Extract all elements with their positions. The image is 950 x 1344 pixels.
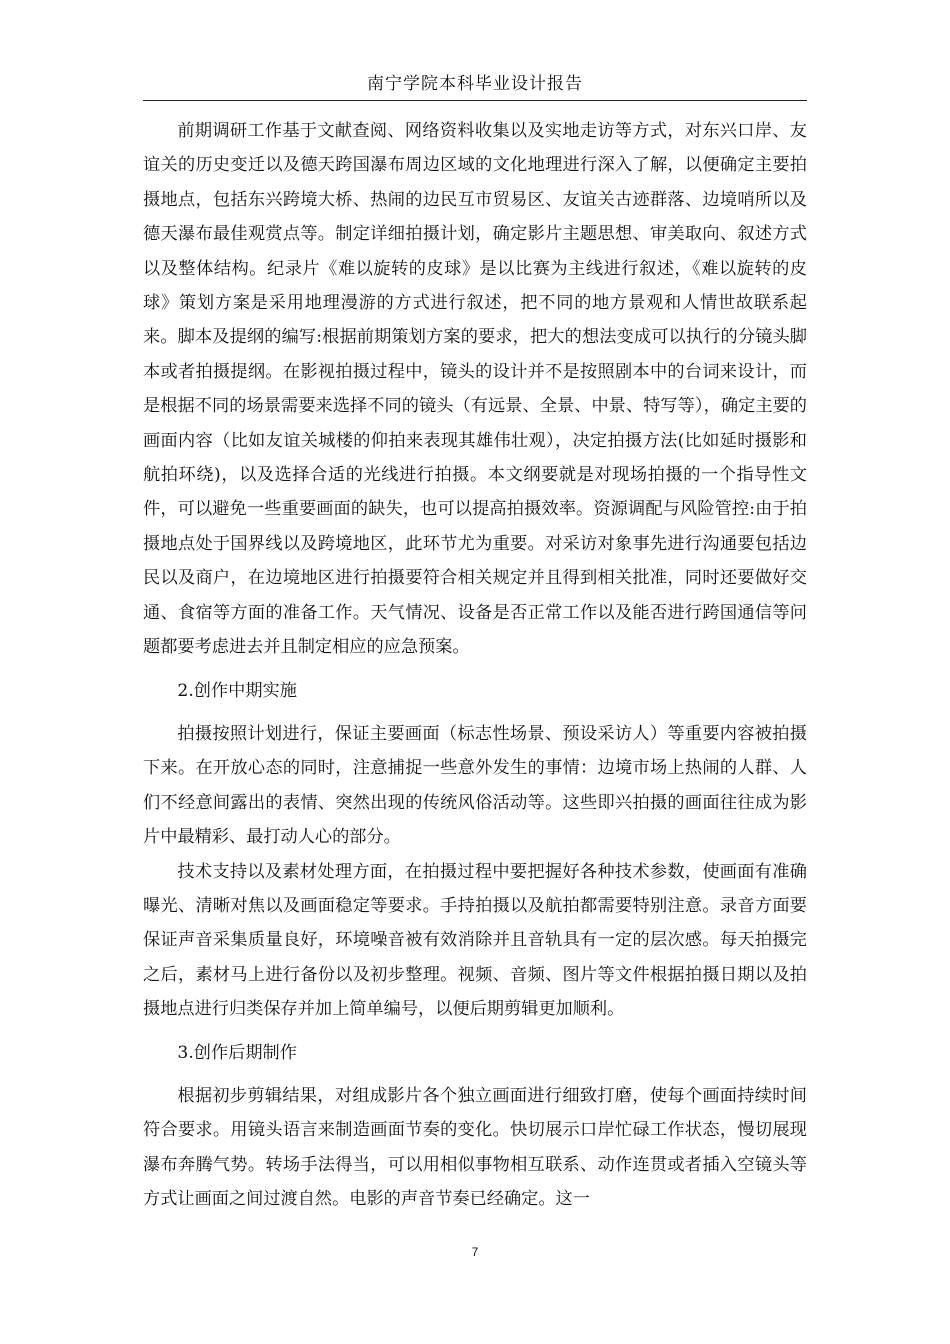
paragraph-technical-support: 技术支持以及素材处理方面，在拍摄过程中要把握好各种技术参数，使画面有准确曝光、清晰对焦以及画面稳定等要求。手持拍摄以及航拍都需要特别注意。录音方面要保证声音采集质量良好，环境噪音被有效消除并且音轨具有一定的层次感。每天拍摄完之后，素材马上进行备份以及初步整理。视频、音频、图片等文件根据拍摄日期以及拍摄地点进行归类保存并加上简单编号，以便后期剪辑更加顺利。 [143,861,807,1020]
section-heading-mid-stage: 2.创作中期实施 [177,680,297,701]
body-text [143,114,807,1217]
paragraph-editing: 根据初步剪辑结果，对组成影片各个独立画面进行细致打磨，使每个画面持续时间符合要求。用镜头语言来制造画面节奏的变化。快切展示口岸忙碌工作状态，慢切展现瀑布奔腾气势。转场手法得当，可以用相似事物相互联系、动作连贯或者插入空镜头等方式让画面之间过渡自然。电影的声音节奏已经确定。这一 [143,1085,807,1210]
section-heading-post-production: 3.创作后期制作 [177,1042,297,1063]
running-header: 南宁学院本科毕业设计报告 [367,74,583,94]
page-number: 7 [471,1245,479,1259]
paragraph-shooting: 拍摄按照计划进行，保证主要画面（标志性场景、预设采访人）等重要内容被拍摄下来。在开放心态的同时，注意捕捉一些意外发生的事情：边境市场上热闹的人群、人们不经意间露出的表情、突然出现的传统风俗活动等。这些即兴拍摄的画面往往成为影片中最精彩、最打动人心的部分。 [143,723,807,848]
header-rule [143,100,807,101]
paragraph-preparation: 前期调研工作基于文献查阅、网络资料收集以及实地走访等方式，对东兴口岸、友谊关的历史变迁以及德天跨国瀑布周边区域的文化地理进行深入了解，以便确定主要拍摄地点，包括东兴跨境大桥、热闹的边民互市贸易区、友谊关古迹群落、边境哨所以及德天瀑布最佳观赏点等。制定详细拍摄计划，确定影片主题思想、审美取向、叙述方式以及整体结构。纪录片《难以旋转的皮球》是以比赛为主线进行叙述，《难以旋转的皮球》策划方案是采用地理漫游的方式进行叙述，把不同的地方景观和人情世故联系起来。脚本及提纲的编写:根据前期策划方案的要求，把大的想法变成可以执行的分镜头脚本或者拍摄提纲。在影视拍摄过程中，镜头的设计并不是按照剧本中的台词来设计，而是根据不同的场景需要来选择不同的镜头（有远景、全景、中景、特写等），确定主要的画面内容（比如友谊关城楼的仰拍来表现其雄伟壮观），决定拍摄方法(比如延时摄影和航拍环绕)，以及选择合适的光线进行拍摄。本文纲要就是对现场拍摄的一个指导性文件，可以避免一些重要画面的缺失，也可以提高拍摄效率。资源调配与风险管控:由于拍摄地点处于国界线以及跨境地区，此环节尤为重要。对采访对象事先进行沟通要包括边民以及商户，在边境地区进行拍摄要符合相关规定并且得到相关批准，同时还要做好交通、食宿等方面的准备工作。天气情况、设备是否正常工作以及能否进行跨国通信等问题都要考虑进去并且制定相应的应急预案。 [143,121,807,658]
